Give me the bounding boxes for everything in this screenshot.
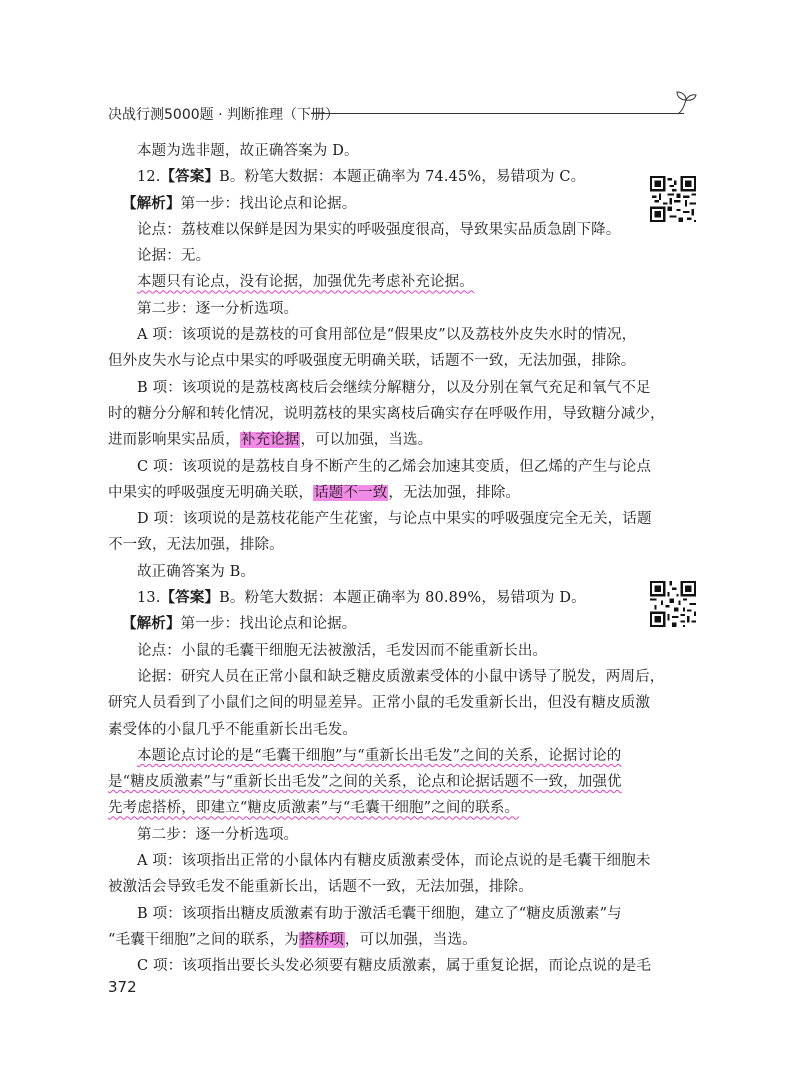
page-number: 372 (108, 978, 137, 996)
analysis-label: 【解析】 (122, 616, 181, 633)
question-number: 13. (137, 590, 161, 607)
wavy-underlined-text: 先考虑搭桥，即建立“糖皮质激素”与“毛囊干细胞”之间的联系。 (108, 800, 520, 817)
text-span: ，可以加强，当选。 (300, 432, 433, 449)
header-rule (311, 113, 684, 114)
text-line: 素受体的小鼠几乎不能重新长出毛发。 (108, 721, 358, 738)
book-title: 决战行测5000题 · 判断推理（下册） (108, 107, 339, 123)
highlighted-text: 话题不一致 (314, 484, 388, 501)
qr-code-icon[interactable] (650, 581, 696, 627)
text-line: 故正确答案为 B。 (137, 563, 256, 580)
text-line (108, 795, 623, 821)
wavy-underlined-text: 本题只有论点，没有论据，加强优先考虑补充论据。 (137, 274, 474, 291)
qr-code-icon[interactable] (650, 176, 696, 222)
q12-answer-line (108, 164, 623, 190)
text-line: C 项：该项说的是荔枝自身不断产生的乙烯会加速其变质，但乙烯的产生与论点 (137, 458, 652, 475)
text-line: 第二步：逐一分析选项。 (137, 826, 299, 843)
text-line: 不一致，无法加强，排除。 (108, 537, 284, 554)
question-number: 12. (137, 169, 161, 186)
answer-text: B。粉笔大数据：本题正确率为 80.89%，易错项为 D。 (219, 590, 586, 607)
text-line: 论据：无。 (137, 248, 211, 265)
running-header (108, 98, 698, 128)
answer-label: 【答案】 (160, 169, 220, 186)
text-line: D 项：该项说的是荔枝花能产生花蜜，与论点中果实的呼吸强度完全无关，话题 (137, 511, 652, 528)
text-line (108, 269, 623, 295)
q12-analysis-line (108, 191, 623, 217)
text-line: 论点：荔枝难以保鲜是因为果实的呼吸强度很高，导致果实品质急剧下降。 (137, 221, 621, 238)
text-line: C 项：该项指出要长头发必须要有糖皮质激素，属于重复论据，而论点说的是毛 (137, 958, 652, 975)
answer-label: 【答案】 (160, 590, 220, 607)
text-span: 第一步：找出论点和论据。 (180, 195, 357, 212)
text-span: ，无法加强，排除。 (388, 484, 521, 501)
text-line: 时的糖分分解和转化情况，说明荔枝的果实离枝后确实存在呼吸作用，导致糖分减少， (108, 405, 665, 422)
text-span: ，可以加强，当选。 (344, 931, 477, 948)
text-line: A 项：该项说的是荔枝的可食用部位是“假果皮”以及荔枝外皮失水时的情况， (137, 327, 637, 344)
highlighted-text: 补充论据 (240, 432, 300, 449)
highlighted-text: 搭桥项 (299, 931, 344, 948)
text-line (108, 480, 623, 506)
text-span: 进而影响果实品质， (108, 432, 240, 449)
text-line: 但外皮失水与论点中果实的呼吸强度无明确关联，话题不一致，无法加强，排除。 (108, 353, 636, 370)
wavy-underlined-text: 是“糖皮质激素”与“重新长出毛发”之间的关系，论点和论据话题不一致，加强优 (108, 774, 622, 791)
text-line: 第二步：逐一分析选项。 (137, 300, 299, 317)
q13-analysis-line (108, 611, 623, 637)
analysis-label: 【解析】 (122, 195, 181, 212)
text-line (108, 769, 623, 795)
text-span: “毛囊干细胞”之间的联系，为 (108, 931, 299, 948)
text-line (108, 427, 623, 453)
text-line: 被激活会导致毛发不能重新长出，话题不一致，无法加强，排除。 (108, 879, 533, 896)
page-body (108, 138, 665, 980)
text-line: 论据：研究人员在正常小鼠和缺乏糖皮质激素受体的小鼠中诱导了脱发，两周后， (137, 668, 665, 685)
q13-answer-line (108, 585, 623, 611)
text-line (108, 743, 623, 769)
text-line: 论点：小鼠的毛囊干细胞无法被激活，毛发因而不能重新长出。 (137, 642, 548, 659)
text-line: 研究人员看到了小鼠们之间的明显差异。正常小鼠的毛发重新长出，但没有糖皮质激 (108, 695, 651, 712)
text-span: 第一步：找出论点和论据。 (180, 616, 357, 633)
sprout-icon (674, 90, 698, 116)
text-span: 中果实的呼吸强度无明确关联， (108, 484, 314, 501)
wavy-underlined-text: 本题论点讨论的是“毛囊干细胞”与“重新长出毛发”之间的关系，论据讨论的 (137, 747, 622, 764)
answer-text: B。粉笔大数据：本题正确率为 74.45%，易错项为 C。 (219, 169, 586, 186)
text-line: B 项：该项说的是荔枝离枝后会继续分解糖分，以及分别在氧气充足和氧气不足 (137, 379, 651, 396)
text-line: B 项：该项指出糖皮质激素有助于激活毛囊干细胞，建立了“糖皮质激素”与 (137, 905, 622, 922)
text-line (108, 927, 623, 953)
text-line: A 项：该项指出正常的小鼠体内有糖皮质激素受体，而论点说的是毛囊干细胞未 (137, 853, 651, 870)
text-line: 本题为选非题，故正确答案为 D。 (137, 143, 359, 159)
